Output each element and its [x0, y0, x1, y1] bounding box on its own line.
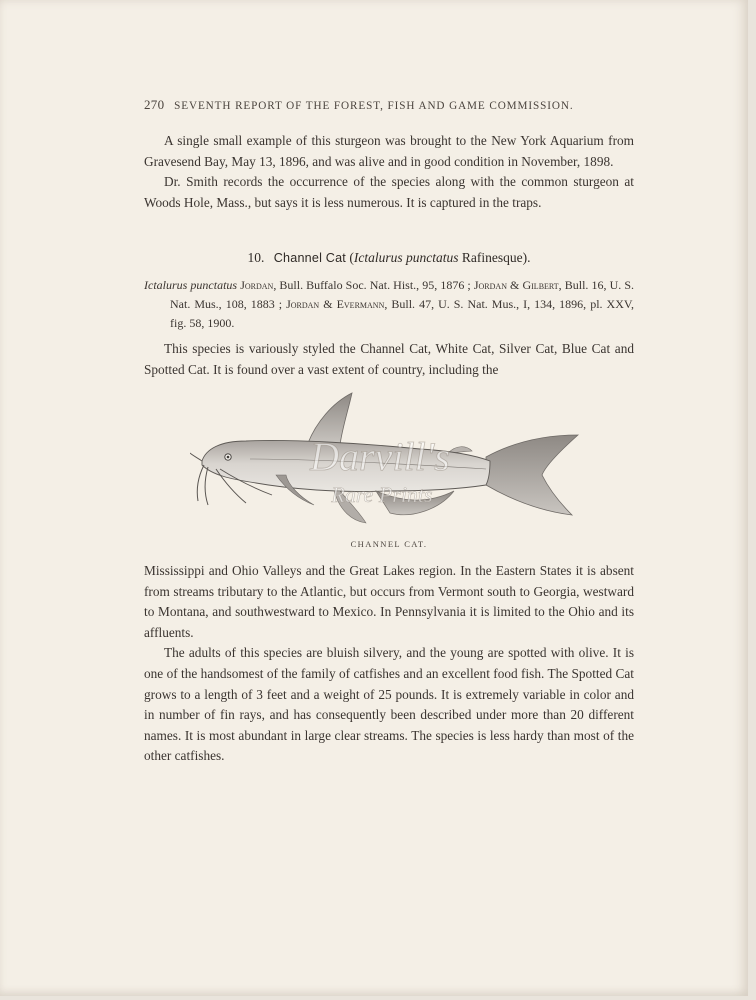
running-head-title: SEVENTH REPORT OF THE FOREST, FISH AND GAME COMMISSION.: [174, 100, 574, 112]
synonymy-ref-2: , Bull. 16, U. S. Nat. Mus., 108, 1883 ;: [170, 278, 635, 311]
synonymy-paragraph: [144, 276, 634, 333]
synonymy-author-2: Jordan & Gilbert: [473, 278, 559, 292]
body-text-bottom: [144, 561, 634, 767]
darvills-watermark: [290, 410, 470, 520]
species-heading: [144, 250, 634, 266]
body-text-top: [144, 339, 634, 380]
intro-text: [144, 131, 634, 213]
running-head: [144, 97, 600, 113]
synonymy-author-1: Jordan: [240, 278, 274, 292]
synonymy-block: [144, 276, 634, 333]
heading-open-paren: (: [349, 250, 354, 265]
watermark-line-1: Darvill's: [310, 434, 450, 479]
synonymy-ref-1: , Bull. Buffalo Soc. Nat. Hist., 95, 1876 ;: [273, 278, 474, 292]
synonymy-ref-3: , Bull. 47, U. S. Nat. Mus., I, 134, 1896, pl. XXV, fig. 58, 1900.: [170, 297, 634, 330]
species-common-name: Channel Cat: [273, 251, 346, 265]
synonymy-species: Ictalurus punctatus: [144, 278, 238, 292]
body-paragraph-1: This species is variously styled the Channel Cat, White Cat, Silver Cat, Blue Cat and Spotted Cat. It is found over a vast extent of country, including the: [144, 341, 634, 377]
species-scientific-name: Ictalurus punctatus: [353, 250, 459, 265]
intro-paragraph-2: Dr. Smith records the occurrence of the species along with the common sturgeon at Woods Hole, Mass., but says it is less numerous. It is captured in the traps.: [144, 174, 634, 210]
species-number: 10.: [247, 250, 265, 265]
page-number: 270: [144, 97, 165, 112]
watermark-line-2: Rare Prints: [331, 482, 433, 507]
species-authority: Rafinesque).: [461, 250, 531, 265]
body-paragraph-2: Mississippi and Ohio Valleys and the Great Lakes region. In the Eastern States it is absent from streams tributary to the Atlantic, but occurs from Vermont south to Georgia, westward to Montana, and southwestward to Mexico. In Pennsylvania it is limited to the Ohio and its affluents.: [144, 563, 634, 640]
synonymy-author-3: Jordan & Evermann: [286, 297, 385, 311]
figure-caption: CHANNEL CAT.: [350, 539, 428, 549]
body-paragraph-3: The adults of this species are bluish silvery, and the young are spotted with olive. It is one of the handsomest of the family of catfishes and an excellent food fish. The Spotted Cat grows to a length of 3 feet and a weight of 25 pounds. It is extremely variable in color and in number of fin rays, and has consequently been described under more than 20 different names. It is most abundant in large clear streams. The species is less hardy than most of the other catfishes.: [144, 645, 634, 764]
intro-paragraph-1: A single small example of this sturgeon was brought to the New York Aquarium from Gravesend Bay, May 13, 1896, and was alive and in good condition in November, 1898.: [144, 133, 634, 169]
